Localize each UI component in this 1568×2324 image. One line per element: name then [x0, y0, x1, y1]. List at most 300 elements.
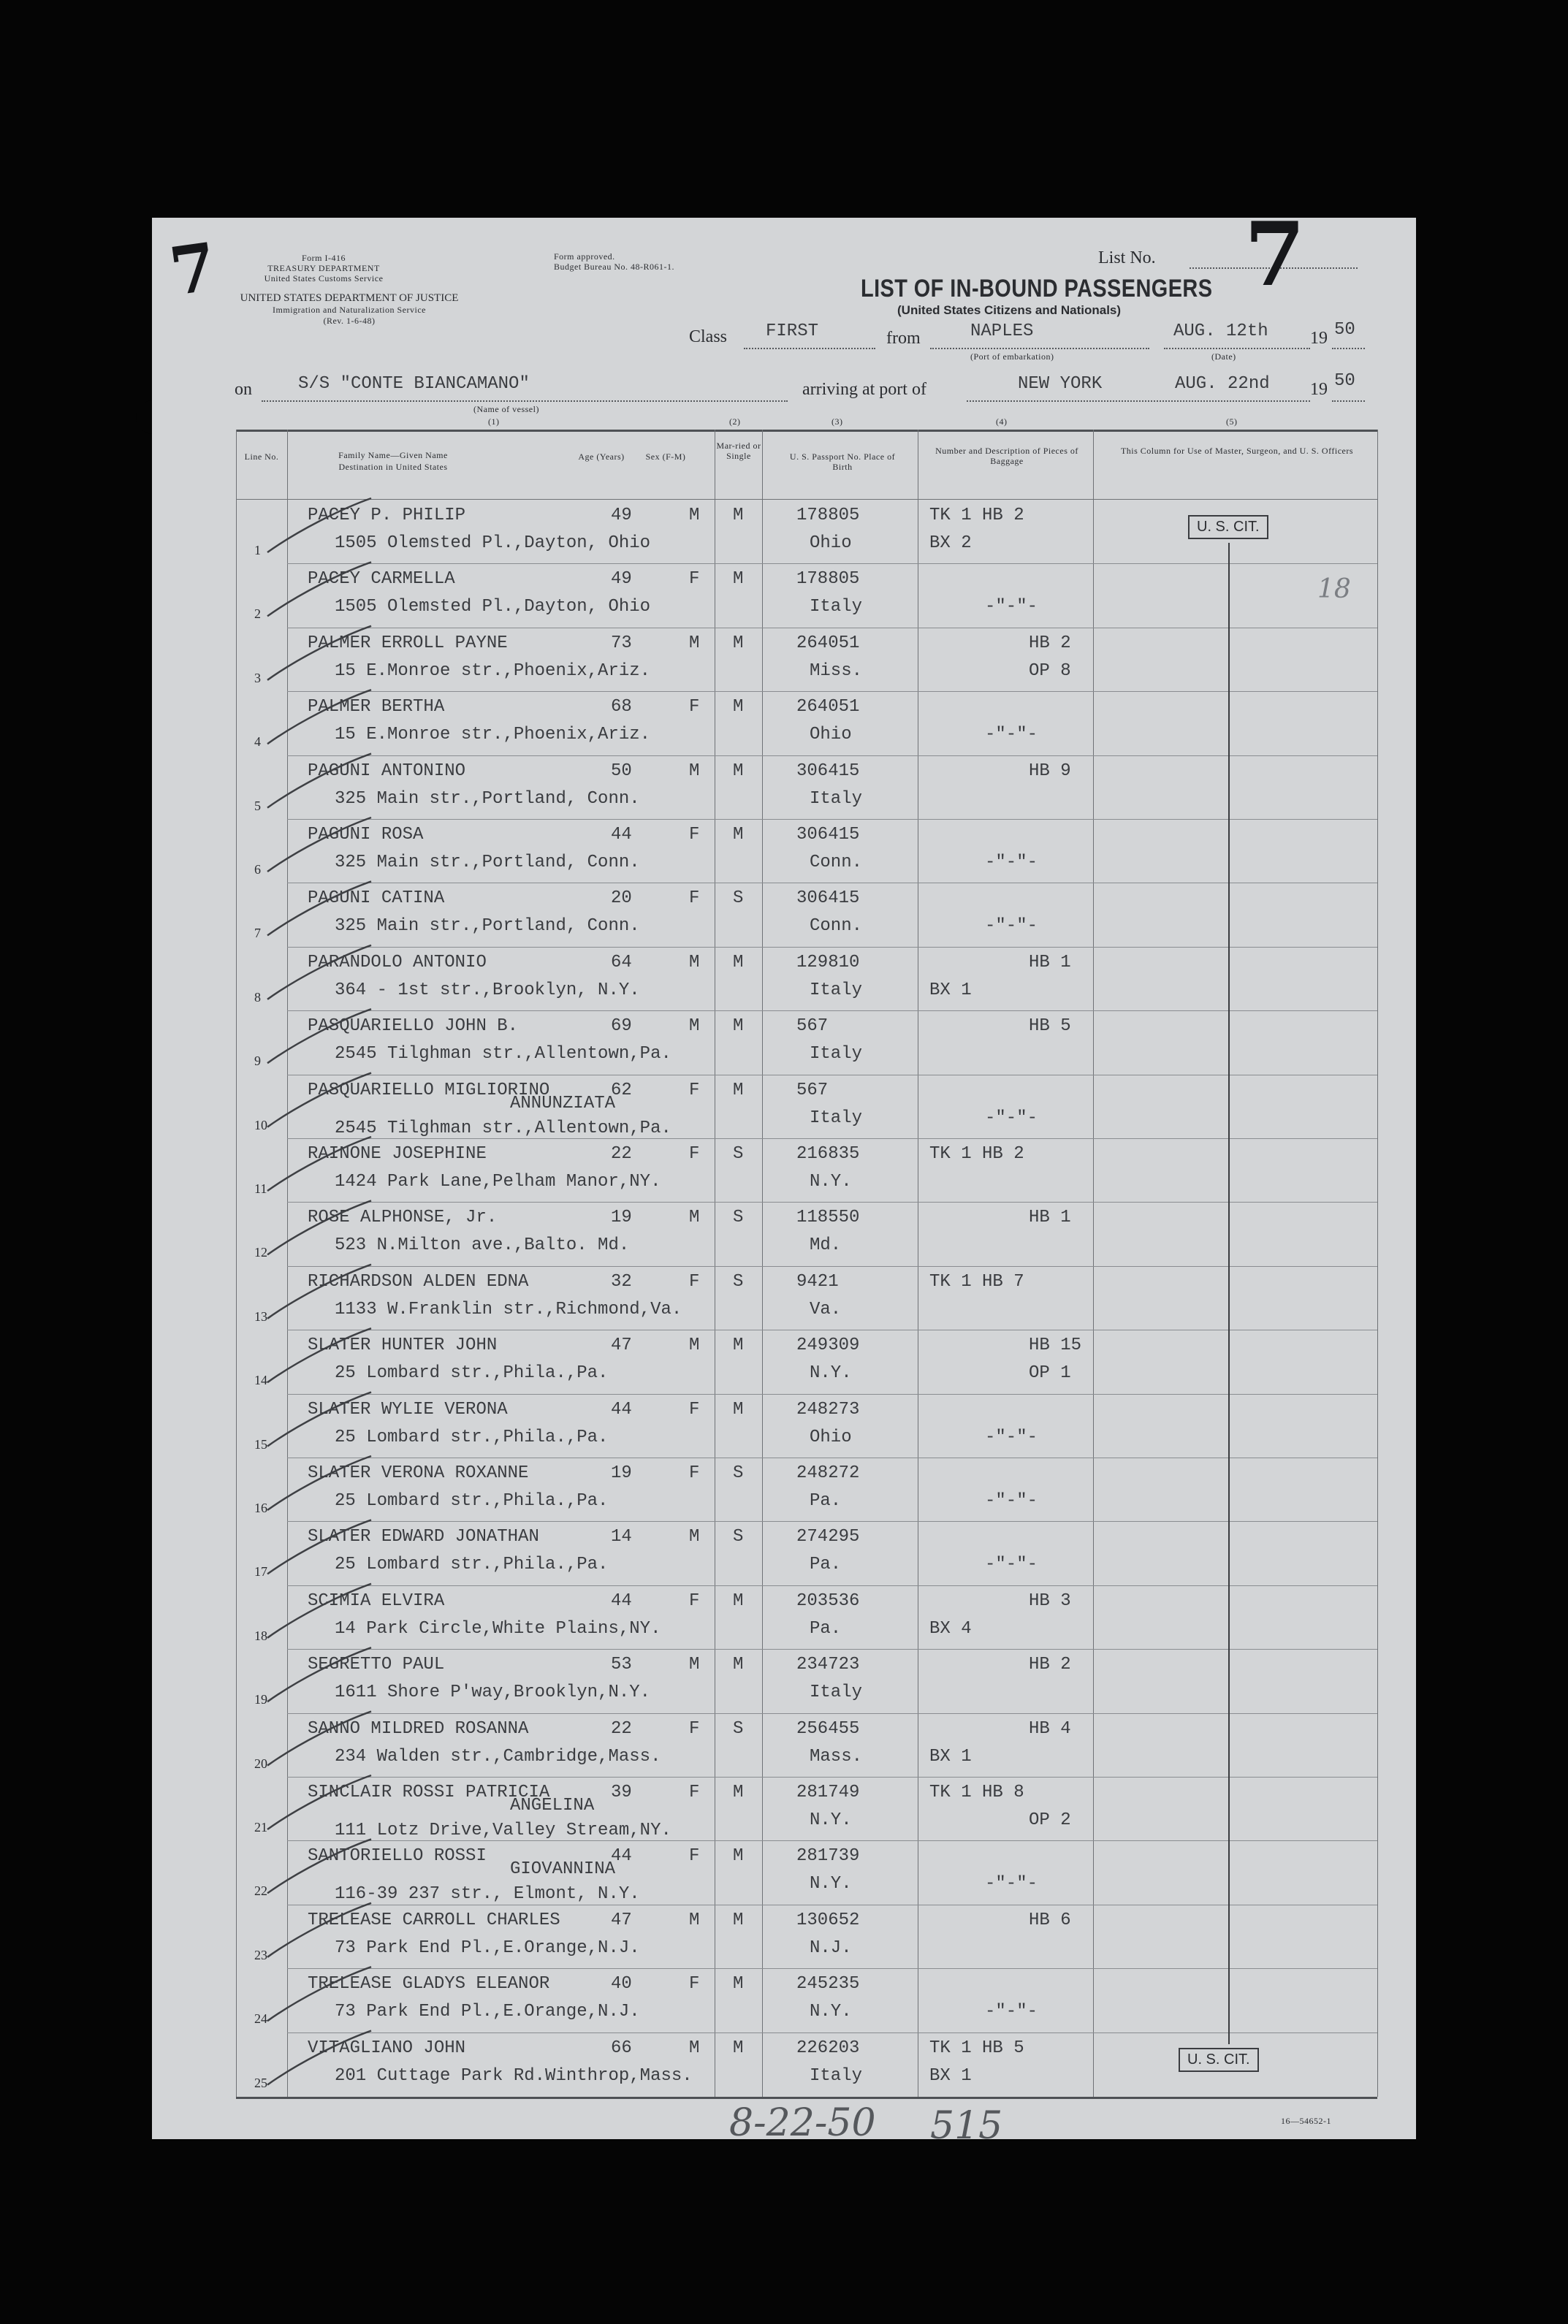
- passport-number: 216835: [796, 1144, 860, 1164]
- passenger-name: PACEY CARMELLA: [308, 569, 455, 590]
- check-mark: [267, 1073, 371, 1127]
- form-number: Form I-416: [302, 253, 346, 263]
- check-mark: [267, 1647, 371, 1702]
- place-of-birth: Ohio: [810, 725, 852, 745]
- place-of-birth: N.Y.: [810, 1172, 852, 1192]
- place-of-birth: Ohio: [810, 1427, 852, 1447]
- line-number: 24: [254, 2011, 267, 2027]
- baggage-line-1: TK 1 HB 5: [929, 2038, 1024, 2058]
- line-number: 9: [254, 1054, 261, 1069]
- baggage-line-1: TK 1 HB 2: [929, 506, 1024, 525]
- passenger-sex: M: [689, 1527, 700, 1547]
- passenger-age: 22: [611, 1144, 632, 1164]
- place-of-birth: Italy: [810, 1044, 863, 1064]
- passenger-sex: M: [689, 2038, 700, 2058]
- check-mark: [267, 1393, 371, 1447]
- passenger-sex: F: [689, 1463, 700, 1483]
- baggage-line-1: HB 2: [1029, 633, 1071, 653]
- destination-address: 325 Main str.,Portland, Conn.: [335, 788, 640, 809]
- passenger-age: 44: [611, 1590, 632, 1611]
- port-of-embarkation: NAPLES: [970, 321, 1034, 341]
- passenger-name: PAGUNI CATINA: [308, 888, 445, 909]
- vessel-caption: (Name of vessel): [473, 404, 539, 414]
- marital-status: M: [733, 1080, 744, 1100]
- place-of-birth: Miss.: [810, 660, 863, 681]
- passenger-age: 64: [611, 952, 632, 972]
- us-citizen-stamp-bottom: U. S. CIT.: [1179, 2048, 1259, 2072]
- place-of-birth: Ohio: [810, 533, 852, 553]
- check-mark: [267, 690, 371, 744]
- check-mark: [267, 626, 371, 680]
- check-mark: [267, 1520, 371, 1574]
- line-number: 2: [254, 606, 261, 622]
- line-number: 16: [254, 1501, 267, 1515]
- passport-number: 567: [796, 1016, 829, 1037]
- place-of-birth: N.Y.: [810, 1363, 852, 1384]
- destination-address: 14 Park Circle,White Plains,NY.: [335, 1618, 661, 1639]
- marital-status: S: [733, 1208, 744, 1228]
- baggage-line-1: HB 2: [1029, 1655, 1071, 1675]
- passenger-age: 69: [611, 1016, 632, 1037]
- passenger-age: 47: [611, 1336, 632, 1356]
- passport-number: 306415: [796, 761, 860, 781]
- destination-address: 364 - 1st str.,Brooklyn, N.Y.: [335, 980, 640, 1000]
- passenger-age: 14: [611, 1527, 632, 1547]
- list-no-label: List No.: [1098, 248, 1156, 267]
- marital-status: S: [733, 1718, 744, 1739]
- col-sex: Sex (F-M): [645, 452, 686, 462]
- passenger-name: PASQUARIELLO MIGLIORINO: [308, 1080, 550, 1100]
- passenger-sex: F: [689, 1399, 700, 1420]
- passenger-age: 68: [611, 697, 632, 717]
- passenger-sex: M: [689, 1208, 700, 1228]
- passenger-age: 49: [611, 506, 632, 525]
- marital-status: M: [733, 1336, 744, 1356]
- line-number: 20: [254, 1756, 267, 1771]
- check-mark: [267, 1712, 371, 1766]
- passenger-sex: F: [689, 1718, 700, 1739]
- passport-number: 567: [796, 1080, 829, 1100]
- line-number: 21: [254, 1820, 267, 1835]
- baggage-line-2: -"-"-: [985, 725, 1038, 745]
- marital-status: M: [733, 506, 744, 525]
- passenger-name: SLATER WYLIE VERONA: [308, 1399, 508, 1420]
- passenger-name: PALMER ERROLL PAYNE: [308, 633, 508, 653]
- passenger-sex: M: [689, 761, 700, 781]
- passport-number: 245235: [796, 1974, 860, 1995]
- passport-number: 281739: [796, 1846, 860, 1867]
- baggage-line-2: BX 4: [929, 1618, 972, 1639]
- line-number: 7: [254, 926, 261, 941]
- doj: UNITED STATES DEPARTMENT OF JUSTICE: [240, 292, 459, 304]
- destination-address: 2545 Tilghman str.,Allentown,Pa.: [335, 1044, 671, 1064]
- arrival-year-prefix: 19: [1310, 380, 1328, 399]
- place-of-birth: Pa.: [810, 1491, 842, 1511]
- passenger-name: SLATER HUNTER JOHN: [308, 1336, 498, 1356]
- place-of-birth: Conn.: [810, 916, 863, 937]
- passport-number: 130652: [796, 1910, 860, 1930]
- passenger-age: 62: [611, 1080, 632, 1100]
- class-label: Class: [689, 327, 728, 346]
- place-of-birth: N.Y.: [810, 2002, 852, 2022]
- marital-status: M: [733, 1655, 744, 1675]
- on-label: on: [235, 380, 252, 399]
- passenger-sex: F: [689, 1974, 700, 1995]
- line-number: 15: [254, 1436, 267, 1452]
- place-of-birth: Italy: [810, 1108, 863, 1128]
- col-destination: Destination in United States: [338, 462, 448, 472]
- year-prefix: 19: [1310, 329, 1328, 348]
- page-subtitle: (United States Citizens and Nationals): [897, 303, 1122, 317]
- col-marker-1: (1): [488, 416, 500, 427]
- passenger-sex: M: [689, 1016, 700, 1037]
- destination-address: 111 Lotz Drive,Valley Stream,NY.: [335, 1821, 671, 1840]
- marital-status: M: [733, 569, 744, 590]
- passenger-age: 50: [611, 761, 632, 781]
- marital-status: M: [733, 952, 744, 972]
- passenger-age: 44: [611, 1399, 632, 1420]
- passenger-sex: M: [689, 1336, 700, 1356]
- line-number: 10: [254, 1117, 267, 1132]
- budget-bureau: Budget Bureau No. 48-R061-1.: [554, 262, 674, 272]
- line-number: 17: [254, 1564, 267, 1580]
- marital-status: M: [733, 633, 744, 653]
- passenger-age: 19: [611, 1463, 632, 1483]
- passport-number: 248272: [796, 1463, 860, 1483]
- passenger-sex: M: [689, 1910, 700, 1930]
- line-number: 22: [254, 1883, 267, 1899]
- baggage-line-2: BX 1: [929, 2065, 972, 2086]
- passenger-sex: F: [689, 1144, 700, 1164]
- baggage-line-1: HB 5: [1029, 1016, 1071, 1037]
- arrival-date: AUG. 22nd: [1175, 374, 1270, 394]
- check-mark: [267, 1775, 371, 1829]
- col-baggage: Number and Description of Pieces of Baggage: [935, 446, 1078, 466]
- revision: (Rev. 1-6-48): [323, 316, 376, 326]
- passport-number: 274295: [796, 1527, 860, 1547]
- passport-number: 264051: [796, 633, 860, 653]
- place-of-birth: N.Y.: [810, 1810, 852, 1830]
- line-number: 12: [254, 1245, 267, 1260]
- passport-number: 178805: [796, 569, 860, 590]
- destination-address: 1424 Park Lane,Pelham Manor,NY.: [335, 1172, 661, 1192]
- arrival-year: 50: [1334, 371, 1355, 391]
- passenger-name: SLATER EDWARD JONATHAN: [308, 1527, 539, 1547]
- check-mark: [267, 1903, 371, 1957]
- place-of-birth: Italy: [810, 1683, 863, 1703]
- passenger-name: SINCLAIR ROSSI PATRICIA: [308, 1783, 550, 1802]
- col-marker-5: (5): [1226, 416, 1238, 427]
- passenger-name-cont: GIOVANNINA: [510, 1859, 616, 1880]
- check-mark: [267, 818, 371, 872]
- footer-code: 16—54652-1: [1281, 2116, 1331, 2126]
- destination-address: 1611 Shore P'way,Brooklyn,N.Y.: [335, 1683, 651, 1703]
- passport-number: 9421: [796, 1271, 839, 1292]
- passenger-sex: M: [689, 506, 700, 525]
- destination-address: 1133 W.Franklin str.,Richmond,Va.: [335, 1299, 682, 1319]
- passport-number: 203536: [796, 1590, 860, 1611]
- marital-status: M: [733, 1910, 744, 1930]
- place-of-birth: Pa.: [810, 1555, 842, 1575]
- destination-address: 523 N.Milton ave.,Balto. Md.: [335, 1235, 630, 1256]
- baggage-line-2: -"-"-: [985, 1427, 1038, 1447]
- passenger-sex: F: [689, 1271, 700, 1292]
- baggage-line-2: -"-"-: [985, 2002, 1038, 2022]
- check-mark: [267, 1839, 371, 1893]
- destination-address: 15 E.Monroe str.,Phoenix,Ariz.: [335, 725, 651, 745]
- destination-address: 25 Lombard str.,Phila.,Pa.: [335, 1555, 609, 1575]
- place-of-birth: Md.: [810, 1235, 842, 1256]
- passenger-name: RICHARDSON ALDEN EDNA: [308, 1271, 529, 1292]
- page-title: LIST OF IN-BOUND PASSENGERS: [861, 275, 1213, 302]
- line-number: 11: [254, 1181, 267, 1196]
- place-of-birth: Italy: [810, 980, 863, 1000]
- place-of-birth: Mass.: [810, 1746, 863, 1767]
- class-value: FIRST: [766, 321, 819, 341]
- line-number: 19: [254, 1692, 267, 1707]
- passenger-name: PAGUNI ROSA: [308, 825, 424, 845]
- passport-number: 178805: [796, 506, 860, 525]
- customs-service: United States Customs Service: [264, 273, 384, 283]
- col-line-no: Line No.: [244, 452, 279, 462]
- checkmarks-overlay: [152, 218, 1416, 2139]
- passport-number: 226203: [796, 2038, 860, 2058]
- marital-status: M: [733, 1399, 744, 1420]
- col-officers: This Column for Use of Master, Surgeon, and U. S. Officers: [1120, 446, 1354, 456]
- baggage-line-1: TK 1 HB 7: [929, 1271, 1024, 1292]
- passenger-sex: F: [689, 1783, 700, 1802]
- treasury-dept: TREASURY DEPARTMENT: [267, 263, 380, 273]
- baggage-line-2: BX 1: [929, 1746, 972, 1767]
- marital-status: S: [733, 1527, 744, 1547]
- col-marker-3: (3): [831, 416, 843, 427]
- passenger-sex: F: [689, 697, 700, 717]
- date-caption: (Date): [1211, 351, 1236, 362]
- line-number: 5: [254, 798, 261, 813]
- place-of-birth: Pa.: [810, 1618, 842, 1639]
- marital-status: M: [733, 2038, 744, 2058]
- passenger-sex: F: [689, 1846, 700, 1867]
- line-number: 18: [254, 1628, 267, 1643]
- us-citizen-stamp-top: U. S. CIT.: [1188, 515, 1268, 539]
- form-approved: Form approved.: [554, 251, 615, 262]
- baggage-line-1: HB 15: [1029, 1336, 1082, 1356]
- baggage-line-2: OP 8: [1029, 660, 1071, 681]
- check-mark: [267, 1456, 371, 1510]
- passenger-age: 53: [611, 1655, 632, 1675]
- check-mark: [267, 1328, 371, 1382]
- passenger-name: SEGRETTO PAUL: [308, 1655, 445, 1675]
- destination-address: 73 Park End Pl.,E.Orange,N.J.: [335, 2002, 640, 2022]
- passenger-name-cont: ANGELINA: [510, 1796, 595, 1816]
- destination-address: 15 E.Monroe str.,Phoenix,Ariz.: [335, 660, 651, 681]
- passenger-age: 47: [611, 1910, 632, 1930]
- embarkation-date: AUG. 12th: [1173, 321, 1268, 341]
- marital-status: M: [733, 1846, 744, 1867]
- handwritten-list-number: 7: [1244, 203, 1306, 306]
- marital-status: M: [733, 1974, 744, 1995]
- check-mark: [267, 754, 371, 808]
- passenger-age: 39: [611, 1783, 632, 1802]
- passenger-sex: F: [689, 888, 700, 909]
- passenger-age: 40: [611, 1974, 632, 1995]
- passport-number: 118550: [796, 1208, 860, 1228]
- baggage-line-2: BX 2: [929, 533, 972, 553]
- line-number: 8: [254, 989, 261, 1005]
- line-number: 14: [254, 1373, 267, 1388]
- destination-address: 1505 Olemsted Pl.,Dayton, Ohio: [335, 533, 651, 553]
- pencil-date: 8-22-50: [729, 2101, 876, 2145]
- baggage-line-2: -"-"-: [985, 1874, 1038, 1894]
- check-mark: [267, 1137, 371, 1191]
- marital-status: M: [733, 1783, 744, 1802]
- pencil-code: 515: [930, 2104, 1003, 2148]
- baggage-line-2: BX 1: [929, 980, 972, 1000]
- marital-status: M: [733, 1016, 744, 1037]
- check-mark: [267, 1967, 371, 2021]
- destination-address: 25 Lombard str.,Phila.,Pa.: [335, 1491, 609, 1511]
- check-mark: [267, 881, 371, 935]
- check-mark: [267, 1009, 371, 1063]
- passenger-sex: M: [689, 633, 700, 653]
- passport-number: 249309: [796, 1336, 860, 1356]
- passenger-name: SANTORIELLO ROSSI: [308, 1846, 487, 1867]
- passenger-name: VITAGLIANO JOHN: [308, 2038, 466, 2058]
- passenger-sex: F: [689, 1590, 700, 1611]
- baggage-line-1: TK 1 HB 8: [929, 1783, 1024, 1802]
- destination-address: 25 Lombard str.,Phila.,Pa.: [335, 1363, 609, 1384]
- line-number: 13: [254, 1308, 267, 1324]
- passport-number: 129810: [796, 952, 860, 972]
- passenger-name: PASQUARIELLO JOHN B.: [308, 1016, 519, 1037]
- baggage-line-1: HB 4: [1029, 1718, 1071, 1739]
- passenger-age: 22: [611, 1718, 632, 1739]
- place-of-birth: N.J.: [810, 1938, 852, 1958]
- destination-address: 2545 Tilghman str.,Allentown,Pa.: [335, 1118, 671, 1138]
- vessel-name: S/S "CONTE BIANCAMANO": [298, 374, 530, 394]
- passenger-sex: M: [689, 1655, 700, 1675]
- marital-status: S: [733, 1271, 744, 1292]
- marital-status: S: [733, 1463, 744, 1483]
- line-number: 4: [254, 734, 261, 750]
- passenger-name: ROSE ALPHONSE, Jr.: [308, 1208, 498, 1228]
- baggage-line-1: TK 1 HB 2: [929, 1144, 1024, 1164]
- passport-number: 281749: [796, 1783, 860, 1802]
- col-married: Mar-ried or Single: [716, 441, 761, 461]
- passenger-name: RAINONE JOSEPHINE: [308, 1144, 487, 1164]
- marital-status: M: [733, 825, 744, 845]
- passenger-name: SLATER VERONA ROXANNE: [308, 1463, 529, 1483]
- passenger-name: PAGUNI ANTONINO: [308, 761, 466, 781]
- place-of-birth: N.Y.: [810, 1874, 852, 1894]
- check-mark: [267, 2031, 371, 2085]
- destination-address: 73 Park End Pl.,E.Orange,N.J.: [335, 1938, 640, 1958]
- passenger-name: PACEY P. PHILIP: [308, 506, 466, 525]
- line-number: 6: [254, 862, 261, 877]
- year-value: 50: [1334, 320, 1355, 340]
- passport-number: 248273: [796, 1399, 860, 1420]
- place-of-birth: Italy: [810, 788, 863, 809]
- port-caption: (Port of embarkation): [970, 351, 1054, 362]
- baggage-line-2: -"-"-: [985, 1555, 1038, 1575]
- passenger-age: 19: [611, 1208, 632, 1228]
- marital-status: S: [733, 1144, 744, 1164]
- passenger-sex: F: [689, 1080, 700, 1100]
- check-mark: [267, 1265, 371, 1319]
- check-mark: [267, 562, 371, 616]
- passenger-age: 20: [611, 888, 632, 909]
- passenger-name: TRELEASE GLADYS ELEANOR: [308, 1974, 550, 1995]
- baggage-line-2: OP 2: [1029, 1810, 1071, 1830]
- baggage-line-1: HB 9: [1029, 761, 1071, 781]
- margin-handwritten-number: 7: [164, 228, 221, 311]
- arrival-port: NEW YORK: [1018, 374, 1103, 394]
- baggage-line-2: -"-"-: [985, 916, 1038, 937]
- check-mark: [267, 945, 371, 999]
- baggage-line-1: HB 1: [1029, 1208, 1071, 1228]
- destination-address: 25 Lombard str.,Phila.,Pa.: [335, 1427, 609, 1447]
- passenger-name: PALMER BERTHA: [308, 697, 445, 717]
- col-age: Age (Years): [578, 452, 625, 462]
- destination-address: 1505 Olemsted Pl.,Dayton, Ohio: [335, 597, 651, 617]
- place-of-birth: Italy: [810, 2065, 863, 2086]
- line-number: 25: [254, 2075, 267, 2090]
- passenger-name: SANNO MILDRED ROSANNA: [308, 1718, 529, 1739]
- destination-address: 234 Walden str.,Cambridge,Mass.: [335, 1746, 661, 1767]
- check-mark: [267, 1200, 371, 1254]
- passenger-age: 44: [611, 825, 632, 845]
- passenger-age: 73: [611, 633, 632, 653]
- passport-number: 264051: [796, 697, 860, 717]
- arriving-label: arriving at port of: [802, 380, 926, 399]
- col-passport: U. S. Passport No. Place of Birth: [789, 452, 896, 472]
- baggage-line-2: -"-"-: [985, 597, 1038, 617]
- baggage-line-2: -"-"-: [985, 853, 1038, 872]
- marital-status: M: [733, 761, 744, 781]
- marital-status: M: [733, 697, 744, 717]
- passenger-sex: F: [689, 569, 700, 590]
- passenger-age: 32: [611, 1271, 632, 1292]
- baggage-line-2: -"-"-: [985, 1491, 1038, 1511]
- passport-number: 306415: [796, 888, 860, 909]
- place-of-birth: Va.: [810, 1299, 842, 1319]
- col-marker-2: (2): [729, 416, 741, 427]
- baggage-line-1: HB 3: [1029, 1590, 1071, 1611]
- passenger-sex: F: [689, 825, 700, 845]
- place-of-birth: Italy: [810, 597, 863, 617]
- check-mark: [267, 498, 371, 552]
- place-of-birth: Conn.: [810, 853, 863, 872]
- passenger-age: 66: [611, 2038, 632, 2058]
- destination-address: 325 Main str.,Portland, Conn.: [335, 916, 640, 937]
- destination-address: 116-39 237 str., Elmont, N.Y.: [335, 1884, 640, 1905]
- passenger-sex: M: [689, 952, 700, 972]
- destination-address: 201 Cuttage Park Rd.Winthrop,Mass.: [335, 2065, 693, 2086]
- marital-status: S: [733, 888, 744, 909]
- passport-number: 306415: [796, 825, 860, 845]
- baggage-line-2: OP 1: [1029, 1363, 1071, 1384]
- passenger-age: 49: [611, 569, 632, 590]
- line-number: 3: [254, 670, 261, 685]
- manifest-page: [152, 203, 1416, 2148]
- passenger-name-cont: ANNUNZIATA: [510, 1093, 616, 1113]
- passenger-name: SCIMIA ELVIRA: [308, 1590, 445, 1611]
- passenger-age: 44: [611, 1846, 632, 1867]
- pencil-note-right: 18: [1317, 574, 1351, 604]
- baggage-line-1: HB 6: [1029, 1910, 1071, 1930]
- passenger-name: TRELEASE CARROLL CHARLES: [308, 1910, 560, 1930]
- ins: Immigration and Naturalization Service: [273, 305, 426, 315]
